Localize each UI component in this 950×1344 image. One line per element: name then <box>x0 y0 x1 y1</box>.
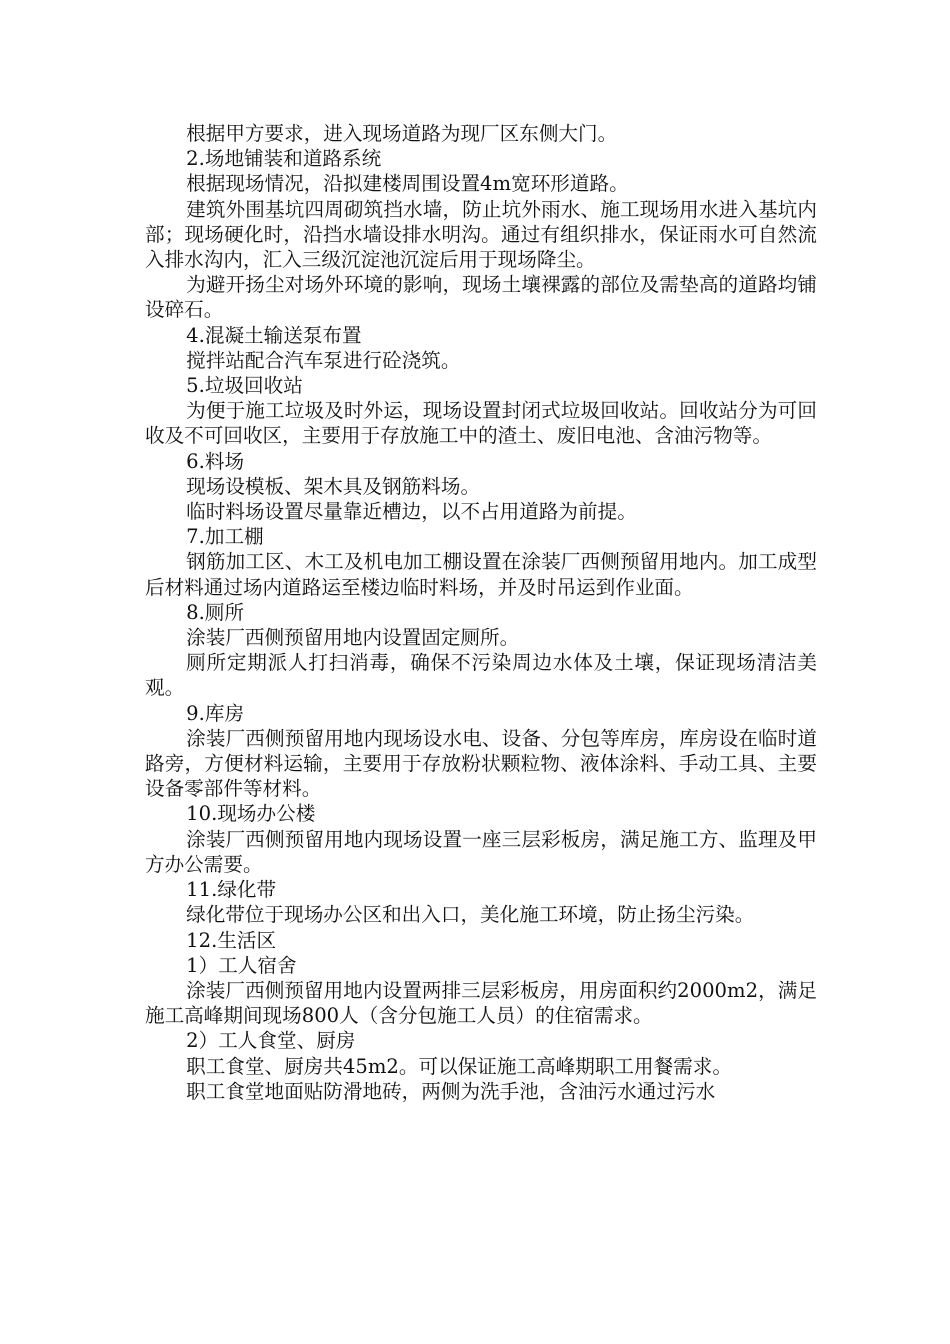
section-heading: 8.厕所 <box>186 600 245 624</box>
body-paragraph: 现场设模板、架木具及钢筋料场。 <box>186 474 481 498</box>
body-paragraph: 涂装厂西侧预留用地内现场设置一座三层彩板房，满足施工方、监理及甲方办公需要。 <box>145 827 817 876</box>
body-paragraph: 为便于施工垃圾及时外运，现场设置封闭式垃圾回收站。回收站分为可回收及不可回收区，主要用于存放施工中的渣土、废旧电池、含油污物等。 <box>145 399 817 448</box>
body-paragraph: 根据现场情况，沿拟建楼周围设置4m宽环形道路。 <box>186 172 629 196</box>
section-heading: 10.现场办公楼 <box>186 802 316 826</box>
body-paragraph: 绿化带位于现场办公区和出入口，美化施工环境，防止扬尘污染。 <box>186 903 755 927</box>
section-heading: 7.加工棚 <box>186 525 264 549</box>
body-paragraph: 钢筋加工区、木工及机电加工棚设置在涂装厂西侧预留用地内。加工成型后材料通过场内道路运至楼边临时料场，并及时吊运到作业面。 <box>145 550 817 599</box>
body-paragraph: 搅拌站配合汽车泵进行砼浇筑。 <box>186 348 461 372</box>
body-paragraph: 临时料场设置尽量靠近槽边，以不占用道路为前提。 <box>186 500 637 524</box>
body-paragraph: 职工食堂、厨房共45m2。可以保证施工高峰期职工用餐需求。 <box>186 1054 732 1078</box>
subsection-heading: 2）工人食堂、厨房 <box>186 1029 356 1053</box>
section-heading: 12.生活区 <box>186 928 277 952</box>
section-heading: 11.绿化带 <box>186 878 277 902</box>
subsection-heading: 1）工人宿舍 <box>186 953 297 977</box>
section-heading: 4.混凝土输送泵布置 <box>186 323 362 347</box>
body-paragraph: 建筑外围基坑四周砌筑挡水墙，防止坑外雨水、施工现场用水进入基坑内部；现场硬化时，沿挡水墙设排水明沟。通过有组织排水，保证雨水可自然流入排水沟内，汇入三级沉淀池沉淀后用于现场降尘。 <box>145 197 817 272</box>
body-paragraph: 根据甲方要求，进入现场道路为现厂区东侧大门。 <box>186 122 618 145</box>
body-paragraph: 职工食堂地面贴防滑地砖，两侧为洗手池，含油污水通过污水 <box>186 1079 716 1103</box>
section-heading: 6.料场 <box>186 449 245 473</box>
body-paragraph: 涂装厂西侧预留用地内设置两排三层彩板房，用房面积约2000m2，满足施工高峰期间现场800人（含分包施工人员）的住宿需求。 <box>145 978 817 1028</box>
body-paragraph: 厕所定期派人打扫消毒，确保不污染周边水体及土壤，保证现场清洁美观。 <box>145 651 817 700</box>
body-paragraph: 为避开扬尘对场外环境的影响，现场土壤裸露的部位及需垫高的道路均铺设碎石。 <box>145 273 817 322</box>
section-heading: 9.库房 <box>186 701 245 725</box>
section-heading: 2.场地铺装和道路系统 <box>186 147 382 171</box>
body-paragraph: 涂装厂西侧预留用地内现场设水电、设备、分包等库房，库房设在临时道路旁，方便材料运输，主要用于存放粉状颗粒物、液体涂料、手动工具、主要设备零部件等材料。 <box>145 726 817 801</box>
body-paragraph: 涂装厂西侧预留用地内设置固定厕所。 <box>186 626 520 650</box>
document-page <box>145 121 817 1104</box>
section-heading: 5.垃圾回收站 <box>186 374 303 398</box>
